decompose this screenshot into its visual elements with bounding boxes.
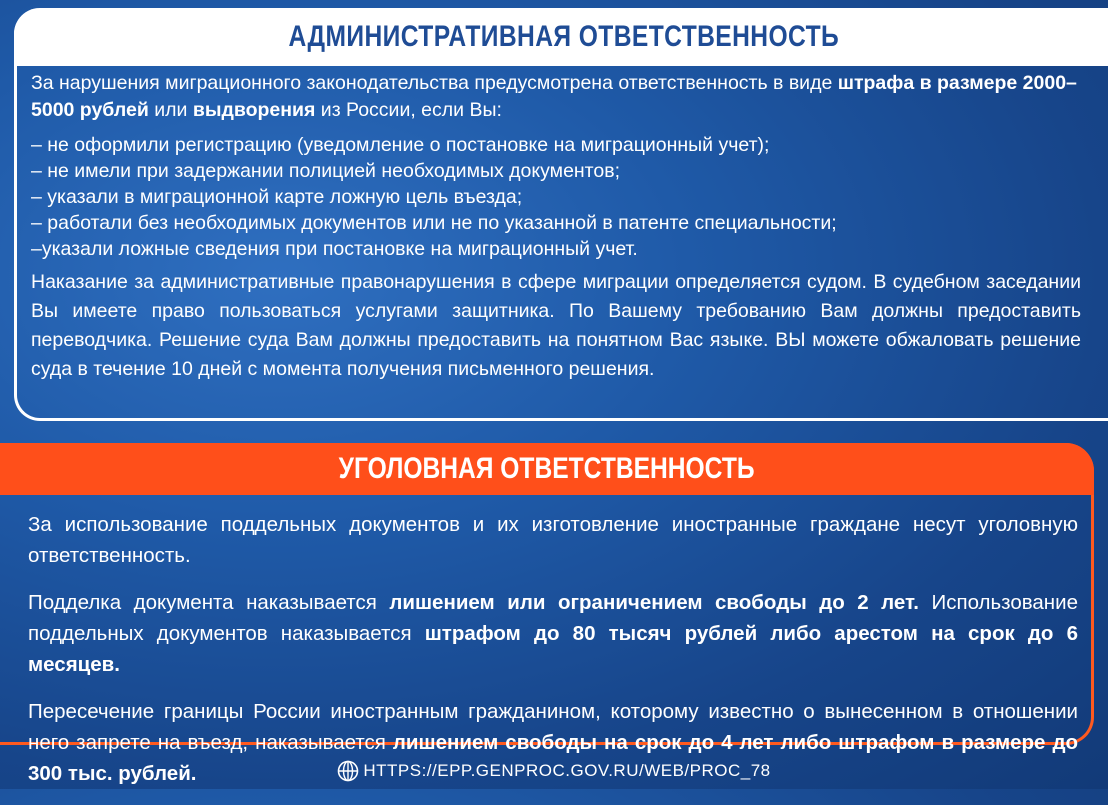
intro-text-a: За нарушения миграционного законодательства предусмотрена ответственность в виде (31, 72, 838, 94)
violation-item: –указали ложные сведения при постановке на миграционный учет. (31, 238, 638, 260)
p2-penalty-forgery: лишением или ограничением свободы до 2 лет. (389, 591, 919, 614)
violations-list (31, 132, 1081, 262)
p2-penalty-use: штрафом до 80 тысяч рублей либо арестом на срок до 6 месяцев. (28, 622, 1078, 676)
violation-item: – указали в миграционной карте ложную цель въезда; (31, 186, 523, 208)
administrative-body (31, 70, 1081, 384)
violation-item: – работали без необходимых документов или не по указанной в патенте специальности; (31, 212, 837, 234)
footer (0, 758, 1108, 784)
administrative-title: АДМИНИСТРАТИВНАЯ ОТВЕТСТВЕННОСТЬ (288, 20, 840, 53)
p3-penalty-border: лишением свободы на срок до 4 лет либо штрафом в размере до 300 тыс. рублей. (28, 731, 1078, 785)
violation-item: – не оформили регистрацию (уведомление о постановке на миграционный учет); (31, 134, 770, 156)
intro-fine-amount: штрафа в размере 2000–5000 рублей (31, 72, 1077, 121)
administrative-intro (31, 70, 1081, 124)
criminal-paragraph-1: За использование поддельных документов и их изготовление иностранные граждане несут уголовную ответственность. (28, 513, 1078, 567)
criminal-paragraph-2 (28, 587, 1078, 680)
criminal-header (0, 443, 1094, 495)
court-paragraph: Наказание за административные правонарушения в сфере миграции определяется судом. В судебном заседании Вы имеете право пользоваться услугами защитника. По Вашему требованию Вам должны предоставить переводчика. Решение суда Вам должны предоставить на понятном Вас языке. ВЫ можете обжаловать решение суда в течение 10 дней с момента получения письменного решения. (31, 271, 1081, 380)
intro-deportation: выдворения (192, 99, 316, 121)
administrative-header (14, 8, 1108, 66)
globe-icon (337, 760, 359, 782)
intro-text-e: из России, если Вы: (315, 99, 502, 121)
p2-text-a: Подделка документа наказывается (28, 591, 390, 614)
footer-url-link[interactable]: HTTPS://EPP.GENPROC.GOV.RU/WEB/PROC_78 (363, 761, 771, 780)
p3-text-a: Пересечение границы России иностранным гражданином, которому известно о вынесенном в отношении него запрете на въезд, наказывается (28, 700, 1078, 754)
intro-text-c: или (148, 99, 193, 121)
violation-item: – не имели при задержании полицией необходимых документов; (31, 160, 621, 182)
criminal-title: УГОЛОВНАЯ ОТВЕТСТВЕННОСТЬ (339, 452, 755, 485)
p2-text-c: Использование поддельных документов наказывается (28, 591, 1078, 645)
